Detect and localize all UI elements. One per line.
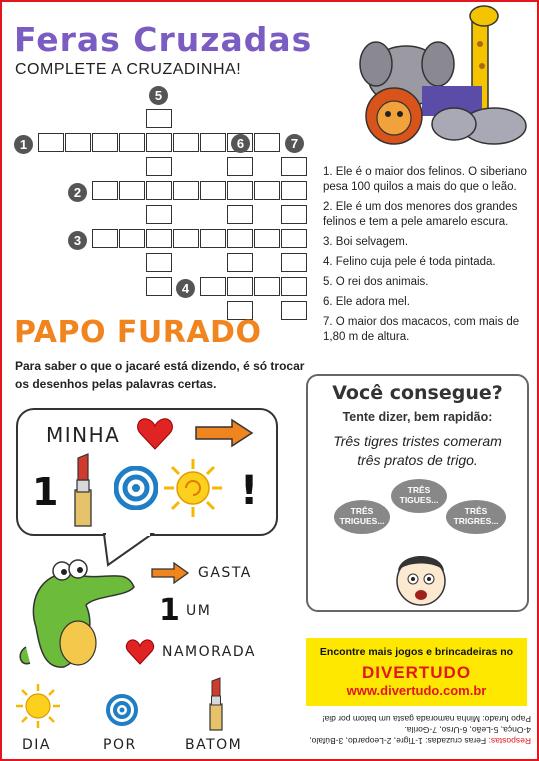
crossword-cell[interactable] [227, 229, 253, 248]
clue-3: 3. Boi selvagem. [323, 236, 409, 248]
crossword-cell[interactable] [119, 133, 145, 152]
answers-crossword: Feras cruzadas: 1-Tigre, 2-Leopardo, 3-Búfalo, 4-Onça, 5-Leão, 6-Urso, 7-Gorila. [309, 725, 531, 746]
crossword-cell[interactable] [227, 205, 253, 224]
clue-4: 4. Felino cuja pele é toda pintada. [323, 256, 496, 268]
legend-gasta: GASTA [198, 565, 252, 581]
bubble-word-minha: MINHA [46, 423, 121, 447]
crossword-number-7: 7 [285, 134, 304, 153]
crocodile-illustration [16, 557, 136, 677]
tongue-twister-title: Você consegue? [332, 382, 503, 404]
bubble-number-one: 1 [32, 470, 59, 514]
crossword-grid [2, 2, 322, 302]
ad-text: Encontre mais jogos e brincadeiras no [319, 646, 514, 658]
crossword-clues [323, 165, 528, 350]
crossword-cell[interactable] [173, 229, 199, 248]
boy-face-illustration [386, 541, 456, 609]
legend-sun-icon [14, 682, 62, 730]
crossword-cell[interactable] [146, 277, 172, 296]
crossword-cell[interactable] [200, 229, 226, 248]
crossword-cell[interactable] [146, 181, 172, 200]
crossword-cell[interactable] [227, 157, 253, 176]
crossword-cell[interactable] [281, 229, 307, 248]
legend-batom: BATOM [185, 737, 243, 753]
crossword-cell[interactable] [119, 181, 145, 200]
crossword-cell[interactable] [281, 205, 307, 224]
crossword-cell[interactable] [200, 133, 226, 152]
clue-7: 7. O maior dos macacos, com mais de 1,80 m de altura. [323, 316, 520, 343]
legend-lipstick-icon [205, 676, 227, 732]
tongue-twister-line-1: Três tigres tristes comeram [333, 433, 502, 449]
crossword-number-2: 2 [68, 183, 87, 202]
crossword-cell[interactable] [65, 133, 91, 152]
legend-heart-icon [125, 638, 155, 666]
crossword-cell[interactable] [146, 205, 172, 224]
lipstick-icon [68, 452, 98, 530]
clue-2: 2. Ele é um dos menores dos grandes felinos e tem a pele amarelo escura. [323, 201, 518, 228]
ad-url-link[interactable]: www.divertudo.com.br [346, 683, 487, 698]
legend-dia: DIA [22, 737, 51, 753]
crossword-cell[interactable] [146, 253, 172, 272]
crossword-number-5: 5 [149, 86, 168, 105]
legend-arrow-icon [150, 561, 190, 585]
crossword-cell[interactable] [227, 277, 253, 296]
answers-line-1 [306, 724, 531, 746]
crossword-cell[interactable] [173, 133, 199, 152]
papo-furado-intro: Para saber o que o jacaré está dizendo, é só trocar os desenhos pelas palavras certas. [15, 359, 305, 391]
crossword-cell[interactable] [254, 133, 280, 152]
legend-number-one: 1 [159, 593, 180, 628]
page-title: Feras Cruzadas [14, 20, 313, 59]
crossword-number-4: 4 [176, 279, 195, 298]
page-subtitle: COMPLETE A CRUZADINHA! [15, 61, 242, 78]
heart-icon [136, 416, 174, 452]
crossword-cell[interactable] [92, 133, 118, 152]
legend-target-icon [106, 694, 138, 726]
papo-furado-title: PAPO FURADO [14, 315, 262, 350]
crossword-cell[interactable] [146, 229, 172, 248]
crossword-cell[interactable] [92, 229, 118, 248]
clue-1: 1. Ele é o maior dos felinos. O siberiano pesa 100 quilos a mais do que o leão. [323, 166, 527, 193]
crossword-cell[interactable] [200, 277, 226, 296]
thought-cloud-left: TRÊS TRIGUES... [334, 500, 390, 534]
legend-um: UM [186, 603, 212, 619]
crossword-cell[interactable] [227, 253, 253, 272]
crossword-cell[interactable] [146, 109, 172, 128]
crossword-cell[interactable] [173, 181, 199, 200]
crossword-cell[interactable] [254, 181, 280, 200]
answers-upside-down [306, 713, 531, 746]
crossword-cell[interactable] [281, 253, 307, 272]
legend-por: POR [103, 737, 137, 753]
tongue-twister-line-2: três pratos de trigo. [357, 452, 478, 468]
clue-6: 6. Ele adora mel. [323, 296, 410, 308]
answers-line-2: Papo furado: Minha namorada gasta um batom por dia! [322, 714, 531, 724]
crossword-number-6: 6 [231, 134, 250, 153]
crossword-number-3: 3 [68, 231, 87, 250]
tongue-twister-box [306, 374, 529, 612]
crossword-cell[interactable] [281, 277, 307, 296]
animals-illustration [354, 4, 529, 149]
target-icon [114, 466, 158, 510]
tongue-twister-phrase [308, 432, 527, 470]
thought-cloud-right: TRÊS TRIGRES... [446, 500, 506, 534]
legend-namorada: NAMORADA [162, 644, 256, 660]
crossword-cell[interactable] [146, 133, 172, 152]
crossword-cell[interactable] [146, 157, 172, 176]
crossword-cell[interactable] [254, 277, 280, 296]
crossword-number-1: 1 [14, 135, 33, 154]
crossword-cell[interactable] [119, 229, 145, 248]
thought-cloud-middle: TRÊS TIGUES... [391, 479, 447, 513]
crossword-cell[interactable] [281, 157, 307, 176]
crossword-cell[interactable] [254, 229, 280, 248]
divertudo-ad[interactable] [306, 638, 527, 706]
crossword-cell[interactable] [281, 301, 307, 320]
tongue-twister-subtitle: Tente dizer, bem rapidão: [342, 410, 493, 424]
bubble-exclamation: ! [240, 468, 259, 514]
crossword-cell[interactable] [92, 181, 118, 200]
answers-label: Respostas: [488, 736, 531, 746]
arrow-icon [194, 418, 256, 448]
crossword-cell[interactable] [200, 181, 226, 200]
sun-icon [162, 457, 224, 519]
ad-brand-logo: DIVERTUDO [361, 663, 472, 682]
clue-5: 5. O rei dos animais. [323, 276, 429, 288]
crossword-cell[interactable] [227, 181, 253, 200]
crossword-cell[interactable] [38, 133, 64, 152]
crossword-cell[interactable] [281, 181, 307, 200]
